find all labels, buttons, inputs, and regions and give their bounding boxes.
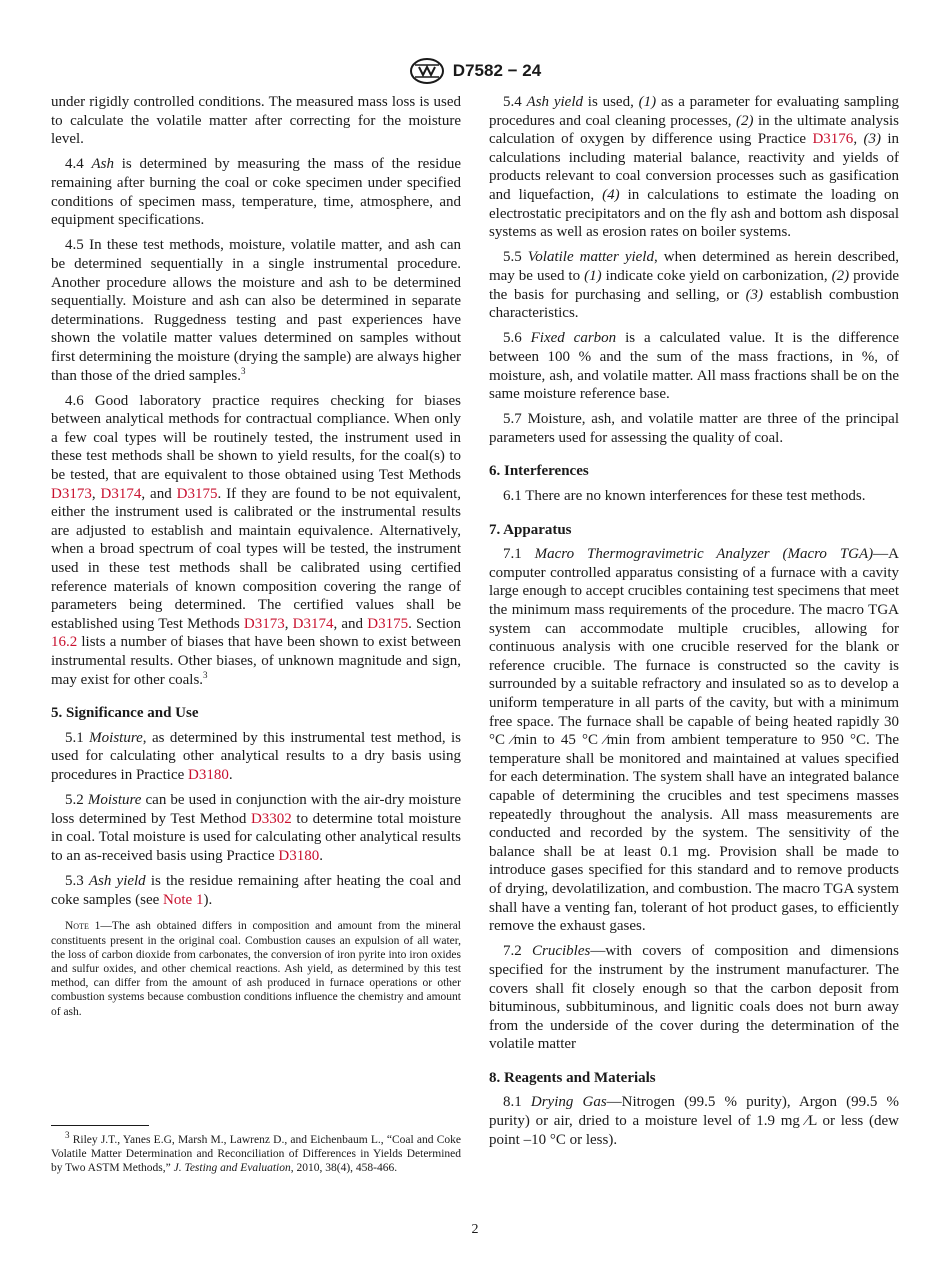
paragraph-5-4: 5.4 Ash yield is used, (1) as a parameter for evaluating sampling procedures and coal cleaning processes, (2) in the ultimate analysis calculation of oxygen by difference using Practice D3176, (3) in calculations including material balance, reactivity and yields of products relevant to coal conversion processes such as gasification and liquefaction, (4) in calculations to estimate the loading on electrostatic precipitators and on the fly ash and bottom ash disposal systems as well as erosion rates on boiler systems. bbox=[489, 94, 900, 241]
footnote-3: $^3$ Riley J.T., Yanes E.G, Marsh M., Lawrenz D., and Eichenbaum L., “Coal and Coke Volatile Matter Determination and Reconciliation of Differences in Yields Determined by Two ASTM Methods,” J. Testing and Evaluation, 2010, 38(4), 458-466. bbox=[51, 1130, 461, 1175]
paragraph-5-3: 5.3 Ash yield is the residue remaining after heating the coal and coke samples (see Note 1). bbox=[51, 873, 461, 908]
paragraph-continued: under rigidly controlled conditions. The measured mass loss is used to calculate the volatile matter after correcting for the moisture level. bbox=[51, 94, 461, 148]
paragraph-4-6: 4.6 Good laboratory practice requires checking for biases between analytical methods for contractual compliance. When only a few coal types will be routinely tested, the instrument used in these test methods shall be shown to yield results, for the coal(s) to be tested, that are equivalent to those obtained using Test Methods D3173, D3174, and D3175. If they are found to be not equivalent, either the instrument used is calibrated or the instrumental results are adjusted to establish and maintain equivalence. Alternatively, when a broad spectrum of coal types will be tested, the instrument used in these test methods shall be calibrated using certified reference materials of known composition covering the range of parameters being determined. The certified values shall be established using Test Methods D3173, D3174, and D3175. Section 16.2 lists a number of biases that have been shown to exist between instrumental results. Other biases, of unknown magnitude and sign, may exist for other coals.$^3$ bbox=[51, 392, 461, 688]
paragraph-7-1: 7.1 Macro Thermogravimetric Analyzer (Macro TGA)—A computer controlled apparatus consisting of a furnace with a cavity large enough to accept crucibles containing test specimens that meet the minimum mass requirements of the procedure. The macro TGA system can accommodate multiple crucibles, allowing for continuous analysis with one crucible reserved for the blank or reference crucible. The furnace is constructed so the cavity is surrounded by a suitable refractory and insulated so as to develop a uniform temperature in all parts of the cavity, but with a minimum free space. The furnace shall be capable of being heated rapidly 30 °C ⁄min to 45 °C ⁄min from ambient temperature to 950 °C. The temperature shall be monitored and maintained at values specified for each determination. The system shall have an integrated balance capable of determining the crucibles and test specimens masses repeatedly throughout the analysis. All mass measurements are conducted and recorded by the system. The sensitivity of the balance shall be at least 0.1 mg. Provision shall be made to introduce gases specified for this standard and to remove products of drying, devolatilization, and combustion. The macro TGA system shall have a venting fan, tolerant of hot product gases, to efficiently remove the exhaust gases. bbox=[489, 546, 899, 935]
link-d3174[interactable]: D3174 bbox=[292, 615, 334, 632]
link-d3175[interactable]: D3175 bbox=[367, 615, 409, 632]
paragraph-5-1: 5.1 Moisture, as determined by this instrumental test method, is used for calculating other analytical results to a dry basis using procedures in Practice D3180. bbox=[51, 729, 462, 783]
footnote-ref[interactable]: 3 bbox=[240, 365, 246, 376]
document-id: D7582 − 24 bbox=[452, 61, 542, 80]
left-column bbox=[51, 93, 461, 1025]
paragraph-7-2: 7.2 Crucibles—with covers of composition and dimensions specified for the instrument by the instrument manufacturer. The covers shall fit closely enough so that the carbon deposit from bituminous, subbituminous, and lignitic coals does not burn away from the underside of the cover during the determination of the volatile matter bbox=[489, 943, 900, 1053]
link-d3302[interactable]: D3302 bbox=[250, 810, 292, 827]
link-d3180[interactable]: D3180 bbox=[188, 766, 229, 783]
link-d3175[interactable]: D3175 bbox=[176, 485, 218, 502]
paragraph-4-4: 4.4 Ash is determined by measuring the mass of the residue remaining after burning the coal or coke specimen under specified conditions of specimen mass, temperature, time, atmosphere, and equipment specifications. bbox=[51, 156, 461, 229]
page-number: 2 bbox=[471, 1222, 479, 1237]
right-column bbox=[489, 93, 899, 1156]
paragraph-6-1: 6.1 There are no known interferences for these test methods. bbox=[503, 488, 866, 505]
paragraph-5-2: 5.2 Moisture can be used in conjunction with the air-dry moisture loss determined by Test Method D3302 to determine total moisture in coal. Total moisture is used for calculating other analytical results to an as-received basis using Practice D3180. bbox=[51, 792, 462, 864]
link-section-16-2[interactable]: 16.2 bbox=[51, 634, 78, 651]
paragraph-8-1: 8.1 Drying Gas—Nitrogen (99.5 % purity), Argon (99.5 % purity) or air, dried to a moisture level of 1.9 mg ⁄L or less (dew point –10 °C or less). bbox=[489, 1094, 900, 1148]
paragraph-5-6: 5.6 Fixed carbon is a calculated value. It is the difference between 100 % and the sum of the mass fractions, in %, of moisture, ash, and volatile matter. All mass fractions shall be on the same moisture reference base. bbox=[489, 330, 899, 403]
link-d3180[interactable]: D3180 bbox=[278, 847, 320, 864]
link-note-1[interactable]: Note 1 bbox=[163, 891, 204, 908]
footnote-ref[interactable]: 3 bbox=[203, 669, 208, 680]
section-heading-7: 7. Apparatus bbox=[489, 521, 572, 538]
section-heading-8: 8. Reagents and Materials bbox=[489, 1069, 656, 1086]
paragraph-4-5: 4.5 In these test methods, moisture, volatile matter, and ash can be determined sequentially in a single instrumental procedure. Another procedure allows the moisture and ash to be determined sequentially. Moisture and ash can also be determined in separate determinations. Ruggedness testing and past experiences have shown the volatile matter values determined on samples without first determining the moisture (drying the sample) are always higher than those of the dried samples.$^3$ bbox=[51, 237, 461, 384]
astm-logo-icon bbox=[409, 57, 445, 85]
footnote-divider bbox=[51, 1125, 149, 1126]
note-1: Note 1—The ash obtained differs in composition and amount from the mineral constituents present in the original coal. Combustion causes an expulsion of all water, the loss of carbon dioxide from carbonates, the conversion of iron pyrite into iron oxides and sulfur oxides, and other chemical reactions. Ash yield, as determined by this test method, can differ from the amount of ash produced in furnace operations or other combustion systems because combustion conditions influence the chemistry and amount of ash. bbox=[51, 920, 462, 1018]
page-header bbox=[0, 57, 950, 85]
section-heading-5: 5. Significance and Use bbox=[51, 705, 199, 722]
link-d3174[interactable]: D3174 bbox=[100, 485, 142, 502]
link-d3173[interactable]: D3173 bbox=[243, 615, 285, 632]
paragraph-5-5: 5.5 Volatile matter yield, when determined as herein described, may be used to (1) indicate coke yield on carbonization, (2) provide the basis for purchasing and selling, or (3) establish combustion characteristics. bbox=[489, 249, 899, 322]
link-d3173[interactable]: D3173 bbox=[51, 485, 92, 502]
section-heading-6: 6. Interferences bbox=[489, 463, 589, 480]
paragraph-5-7: 5.7 Moisture, ash, and volatile matter are three of the principal parameters used for assessing the quality of coal. bbox=[489, 411, 899, 446]
link-d3176[interactable]: D3176 bbox=[812, 131, 854, 148]
